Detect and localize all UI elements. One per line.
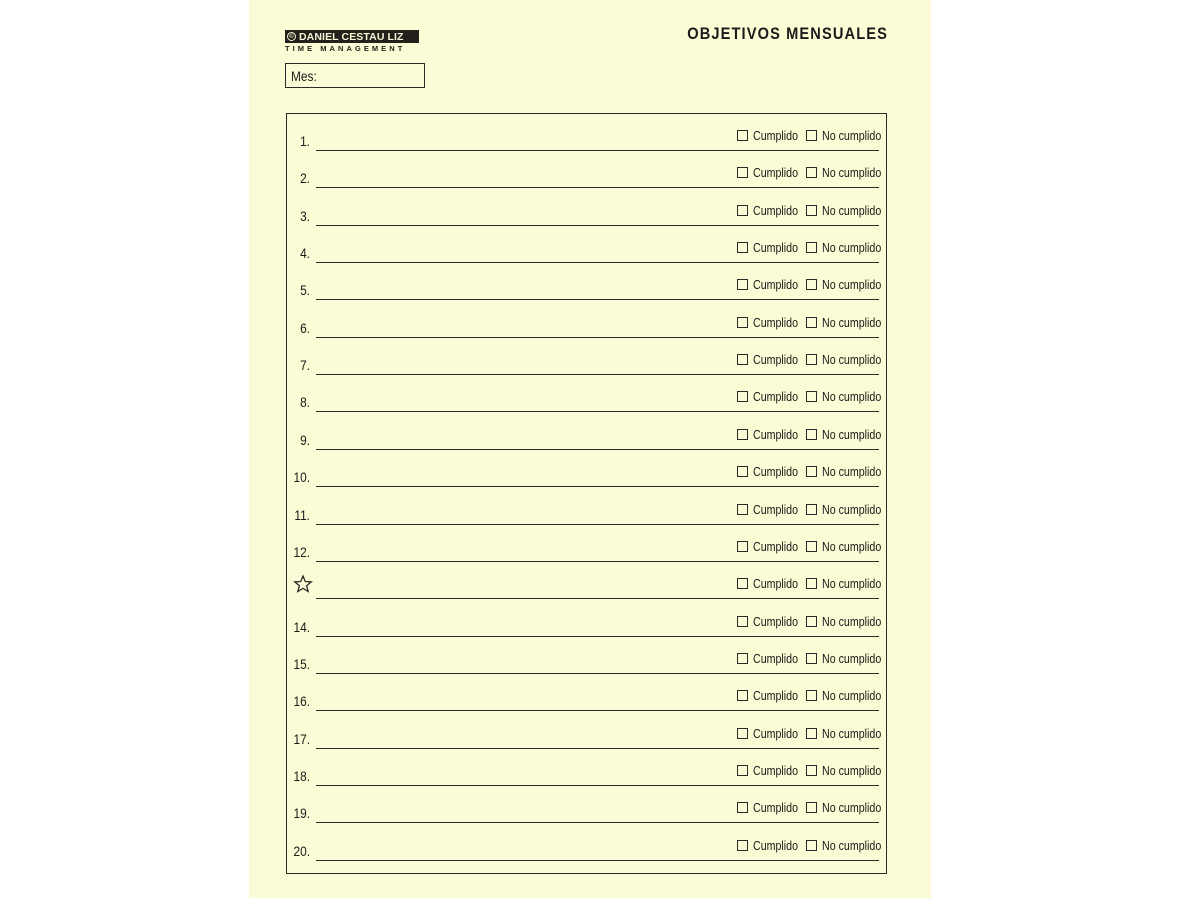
not-done-option-label: No cumplido xyxy=(822,464,882,480)
done-option[interactable] xyxy=(737,539,808,554)
brand-logo xyxy=(285,30,419,53)
not-done-option[interactable] xyxy=(806,763,894,778)
not-done-option-label: No cumplido xyxy=(822,240,882,256)
done-option[interactable] xyxy=(737,240,808,255)
not-done-option[interactable] xyxy=(806,576,894,591)
goal-row xyxy=(286,113,887,150)
goal-row xyxy=(286,748,887,785)
not-done-option[interactable] xyxy=(806,427,894,442)
not-done-option[interactable] xyxy=(806,315,894,330)
checkbox[interactable] xyxy=(737,504,748,515)
checkbox[interactable] xyxy=(806,578,817,589)
checkbox[interactable] xyxy=(737,354,748,365)
goal-row xyxy=(286,262,887,299)
done-option[interactable] xyxy=(737,389,808,404)
done-option[interactable] xyxy=(737,838,808,853)
done-option[interactable] xyxy=(737,576,808,591)
checkbox[interactable] xyxy=(806,242,817,253)
checkbox[interactable] xyxy=(806,130,817,141)
done-option[interactable] xyxy=(737,651,808,666)
goal-row xyxy=(286,487,887,524)
goal-row xyxy=(286,711,887,748)
goal-write-line[interactable] xyxy=(316,860,879,861)
not-done-option-label: No cumplido xyxy=(822,389,882,405)
not-done-option[interactable] xyxy=(806,464,894,479)
checkbox[interactable] xyxy=(737,279,748,290)
checkbox[interactable] xyxy=(737,840,748,851)
checkbox[interactable] xyxy=(806,354,817,365)
not-done-option-label: No cumplido xyxy=(822,650,882,666)
not-done-option[interactable] xyxy=(806,128,894,143)
not-done-option[interactable] xyxy=(806,539,894,554)
checkbox[interactable] xyxy=(806,317,817,328)
checkbox[interactable] xyxy=(806,653,817,664)
goal-number: 16. xyxy=(293,693,310,710)
goal-row xyxy=(286,225,887,262)
checkbox[interactable] xyxy=(737,541,748,552)
not-done-option-label: No cumplido xyxy=(822,314,882,330)
checkbox[interactable] xyxy=(737,653,748,664)
not-done-option-label: No cumplido xyxy=(822,501,882,517)
not-done-option-label: No cumplido xyxy=(822,202,882,218)
done-option[interactable] xyxy=(737,726,808,741)
goal-row xyxy=(286,636,887,673)
goal-number: 1. xyxy=(300,133,310,149)
not-done-option-label: No cumplido xyxy=(822,800,882,816)
not-done-option-label: No cumplido xyxy=(822,128,882,143)
not-done-option-label: No cumplido xyxy=(822,688,882,704)
checkbox[interactable] xyxy=(806,391,817,402)
done-option[interactable] xyxy=(737,203,808,218)
checkbox[interactable] xyxy=(737,802,748,813)
done-option-label: Cumplido xyxy=(753,688,799,704)
goal-row xyxy=(286,374,887,411)
goal-number: 2. xyxy=(300,170,310,187)
not-done-option[interactable] xyxy=(806,389,894,404)
goal-number: 14. xyxy=(293,618,310,635)
goal-number: 17. xyxy=(293,730,310,747)
goal-row xyxy=(286,300,887,337)
goal-row xyxy=(286,412,887,449)
not-done-option-label: No cumplido xyxy=(822,762,882,778)
done-option[interactable] xyxy=(737,464,808,479)
not-done-option[interactable] xyxy=(806,352,894,367)
page-title: OBJETIVOS MENSUALES xyxy=(687,24,888,43)
checkbox[interactable] xyxy=(806,728,817,739)
not-done-option-label: No cumplido xyxy=(822,426,882,442)
checkbox[interactable] xyxy=(806,205,817,216)
done-option-label: Cumplido xyxy=(753,613,799,629)
done-option[interactable] xyxy=(737,165,808,180)
goal-number: 4. xyxy=(300,245,310,262)
done-option-label: Cumplido xyxy=(753,165,799,181)
checkbox[interactable] xyxy=(737,466,748,477)
done-option-label: Cumplido xyxy=(753,352,799,368)
checkbox[interactable] xyxy=(806,616,817,627)
done-option-label: Cumplido xyxy=(753,725,799,741)
brand-mark-icon: © xyxy=(287,32,296,41)
done-option[interactable] xyxy=(737,128,808,143)
done-option-label: Cumplido xyxy=(753,501,799,517)
checkbox[interactable] xyxy=(806,802,817,813)
checkbox[interactable] xyxy=(737,130,748,141)
done-option-label: Cumplido xyxy=(753,314,799,330)
not-done-option-label: No cumplido xyxy=(822,277,882,293)
checkbox[interactable] xyxy=(737,391,748,402)
done-option[interactable] xyxy=(737,614,808,629)
brand-tagline: TIME MANAGEMENT xyxy=(285,44,406,53)
checkbox[interactable] xyxy=(737,578,748,589)
not-done-option[interactable] xyxy=(806,651,894,666)
not-done-option[interactable] xyxy=(806,277,894,292)
not-done-option-label: No cumplido xyxy=(822,837,882,853)
checkbox[interactable] xyxy=(806,279,817,290)
goal-number: 12. xyxy=(293,543,310,560)
checkbox[interactable] xyxy=(737,205,748,216)
done-option-label: Cumplido xyxy=(753,762,799,778)
goal-row xyxy=(286,561,887,598)
goal-number: 8. xyxy=(300,394,310,411)
checkbox[interactable] xyxy=(806,690,817,701)
not-done-option-label: No cumplido xyxy=(822,576,882,592)
done-option-label: Cumplido xyxy=(753,576,799,592)
goal-row xyxy=(286,150,887,187)
checkbox[interactable] xyxy=(806,541,817,552)
goal-row xyxy=(286,673,887,710)
done-option[interactable] xyxy=(737,315,808,330)
done-option-label: Cumplido xyxy=(753,277,799,293)
done-option-label: Cumplido xyxy=(753,426,799,442)
done-option[interactable] xyxy=(737,763,808,778)
not-done-option[interactable] xyxy=(806,502,894,517)
goal-number: 7. xyxy=(300,357,310,374)
done-option-label: Cumplido xyxy=(753,538,799,554)
brand-name-bar xyxy=(285,30,419,43)
done-option-label: Cumplido xyxy=(753,464,799,480)
goal-number: 5. xyxy=(300,282,310,299)
star-icon xyxy=(293,574,313,594)
done-option-label: Cumplido xyxy=(753,650,799,666)
not-done-option[interactable] xyxy=(806,240,894,255)
goal-row xyxy=(286,599,887,636)
checkbox[interactable] xyxy=(737,242,748,253)
not-done-option[interactable] xyxy=(806,726,894,741)
checkbox[interactable] xyxy=(806,466,817,477)
not-done-option-label: No cumplido xyxy=(822,613,882,629)
done-option-label: Cumplido xyxy=(753,240,799,256)
checkbox[interactable] xyxy=(737,616,748,627)
checkbox[interactable] xyxy=(806,504,817,515)
checkbox[interactable] xyxy=(737,728,748,739)
not-done-option-label: No cumplido xyxy=(822,165,882,181)
done-option[interactable] xyxy=(737,277,808,292)
not-done-option[interactable] xyxy=(806,800,894,815)
goal-number: 6. xyxy=(300,319,310,336)
not-done-option[interactable] xyxy=(806,203,894,218)
not-done-option[interactable] xyxy=(806,614,894,629)
goal-number: 10. xyxy=(293,469,310,486)
not-done-option-label: No cumplido xyxy=(822,352,882,368)
not-done-option[interactable] xyxy=(806,165,894,180)
done-option[interactable] xyxy=(737,800,808,815)
goal-number: 20. xyxy=(293,842,310,859)
not-done-option[interactable] xyxy=(806,838,894,853)
goal-number: 11. xyxy=(294,506,310,523)
checkbox[interactable] xyxy=(806,429,817,440)
checkbox[interactable] xyxy=(737,765,748,776)
checkbox[interactable] xyxy=(737,690,748,701)
checkbox[interactable] xyxy=(806,167,817,178)
goal-row xyxy=(286,785,887,822)
checkbox[interactable] xyxy=(737,317,748,328)
goal-number: 19. xyxy=(293,805,310,822)
done-option-label: Cumplido xyxy=(753,389,799,405)
not-done-option-label: No cumplido xyxy=(822,538,882,554)
done-option[interactable] xyxy=(737,427,808,442)
done-option[interactable] xyxy=(737,352,808,367)
goal-number: 18. xyxy=(293,767,310,784)
checkbox[interactable] xyxy=(737,429,748,440)
month-field[interactable] xyxy=(285,63,425,88)
done-option-label: Cumplido xyxy=(753,837,799,853)
checkbox[interactable] xyxy=(806,765,817,776)
goal-row xyxy=(286,449,887,486)
checkbox[interactable] xyxy=(806,840,817,851)
goal-row xyxy=(286,337,887,374)
not-done-option-label: No cumplido xyxy=(822,725,882,741)
done-option-label: Cumplido xyxy=(753,202,799,218)
done-option[interactable] xyxy=(737,688,808,703)
done-option[interactable] xyxy=(737,502,808,517)
done-option-label: Cumplido xyxy=(753,128,799,143)
goal-number: 3. xyxy=(300,207,310,224)
goal-row xyxy=(286,188,887,225)
goal-row xyxy=(286,524,887,561)
goal-row xyxy=(286,823,887,860)
checkbox[interactable] xyxy=(737,167,748,178)
not-done-option[interactable] xyxy=(806,688,894,703)
goal-number: 15. xyxy=(293,655,310,672)
done-option-label: Cumplido xyxy=(753,800,799,816)
month-label: Mes: xyxy=(291,68,317,84)
goal-number: 9. xyxy=(300,431,310,448)
brand-name: DANIEL CESTAU LIZ xyxy=(299,30,404,43)
